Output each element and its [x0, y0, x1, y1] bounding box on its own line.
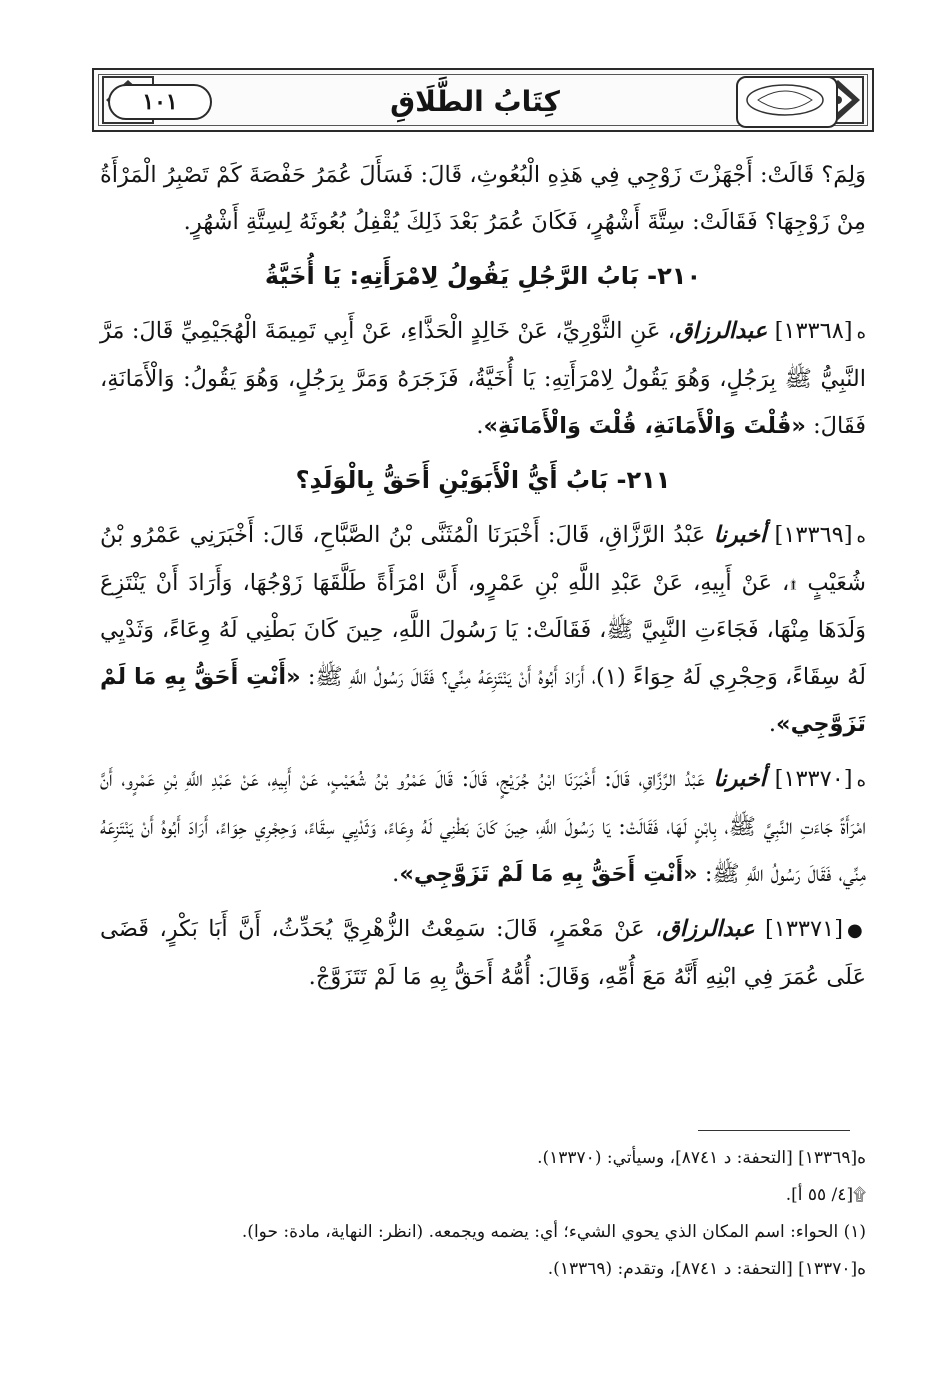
seal-ornament — [738, 78, 832, 122]
hadith-13369 — [100, 512, 866, 748]
footnote-item: ۩[٤/ ٥٥ أ]. — [785, 1185, 866, 1205]
hadith-text: عَبْدُ الرَّزَّاقِ، قَالَ: أَخْبَرَنَا ابْنُ جُرَيْجٍ، قَالَ: قَالَ عَمْرُو بْنُ شُعَيْبٍ، عَنْ أَبِيهِ، عَنْ عَبْدِ اللَّهِ بْنِ عَمْرٍو، أَنَّ امْرَأَةً جَاءَتِ النَّبِيَّ ﷺ، بِابْنٍ لَهَا، فَقَالَتْ: يَا رَسُولَ اللَّهِ، حِينَ كَانَ بَطْنِي لَهُ وِعَاءً، وَثَدْيِي سِقَاءً، وَحِجْرِي حِوَاءً، أَرَادَ أَبُوهُ أَنْ يَنْتَزِعَهُ مِنِّي، فَقَالَ رَسُولُ اللَّهِ ﷺ: — [100, 766, 866, 887]
narrator: عبدالرزاق — [662, 916, 755, 942]
narrator: أخبرنا — [713, 522, 767, 548]
footnote-item: ە[١٣٣٦٩] [التحفة: د ٨٧٤١]، وسيأتي: (١٣٣٧٠). — [537, 1148, 866, 1168]
hadith-end: . — [476, 413, 484, 439]
hadith-end: . — [768, 711, 777, 737]
chapter-heading-210: ٢١٠- بَابُ الرَّجُلِ يَقُولُ لِامْرَأَتِهِ: يَا أُخَيَّةُ — [264, 262, 702, 290]
prophet-saying: «أَنْتِ أَحَقُّ بِهِ مَا لَمْ تَزَوَّجِي» — [399, 861, 698, 887]
hadith-text: عَبْدُ الرَّزَّاقِ، قَالَ: أَخْبَرَنَا الْمُثَنَّى بْنُ الصَّبَّاحِ، قَالَ: أَخْبَرَنِي عَمْرُو بْنُ شُعَيْبٍ ۩، عَنْ أَبِيهِ، عَنْ عَبْدِ اللَّهِ بْنِ عَمْرٍو، أَنَّ امْرَأَةً طَلَّقَهَا زَوْجُهَا، وَأَرَادَ أَنْ يَنْتَزِعَ وَلَدَهَا مِنْهَا، فَجَاءَتِ النَّبِيَّ ﷺ، فَقَالَتْ: يَا رَسُولَ اللَّهِ، حِينَ كَانَ بَطْنِي لَهُ وِعَاءً، وَثَدْيِي لَهُ سِقَاءً، وَحِجْرِي لَهُ حِوَاءً (١)، أَرَادَ أَبُوهُ أَنْ يَنْتَزِعَهُ مِنِّي؟ فَقَالَ رَسُولُ اللَّهِ ﷺ: — [100, 522, 866, 690]
hadith-marker: ● — [846, 920, 866, 941]
narrator: أخبرنا — [713, 766, 766, 792]
prophet-saying: «أَنْتِ أَحَقُّ بِهِ مَا لَمْ تَزَوَّجِي» — [100, 664, 866, 737]
hadith-number: [١٣٣٧٠] — [774, 766, 853, 792]
hadith-13370 — [100, 756, 866, 898]
hadith-end: . — [392, 861, 400, 887]
main-text — [100, 152, 866, 1009]
hadith-13368 — [100, 308, 866, 450]
footnotes — [120, 1140, 866, 1288]
footnote-item: ە[١٣٣٧٠] [التحفة: د ٨٧٤١]، وتقدم: (١٣٣٦٩). — [547, 1259, 866, 1279]
narrator: عبدالرزاق — [675, 318, 768, 344]
hadith-marker: ە — [856, 322, 867, 343]
hadith-text: ، عَنْ مَعْمَرٍ، قَالَ: سَمِعْتُ الزُّهْرِيَّ يُحَدِّثُ، أَنَّ أَبَا بَكْرٍ، قَضَى عَلَى عُمَرَ فِي ابْنِهِ أَنَّهُ مَعَ أُمِّهِ، وَقَالَ: أُمُّهُ أَحَقُّ بِهِ مَا لَمْ تَتَزَوَّجْ. — [100, 916, 866, 990]
hadith-number: [١٣٣٧١] — [764, 916, 843, 942]
hadith-marker: ە — [856, 770, 867, 791]
page-number: ١٠١ — [108, 84, 212, 120]
hadith-marker: ە — [856, 526, 866, 547]
hadith-text: ، عَنِ الثَّوْرِيِّ، عَنْ خَالِدٍ الْحَذَّاءِ، عَنْ أَبِي تَمِيمَةَ الْهُجَيْمِيِّ قَالَ: مَرَّ النَّبِيُّ ﷺ بِرَجُلٍ، وَهُوَ يَقُولُ لِامْرَأَتِهِ: يَا أُخَيَّةُ، فَزَجَرَهُ وَمَرَّ بِرَجُلٍ، وَهُوَ يَقُولُ: وَالْأَمَانَةِ، فَقَالَ: — [100, 318, 866, 439]
chapter-heading-211: ٢١١- بَابُ أَيُّ الْأَبَوَيْنِ أَحَقُّ بِالْوَلَدِ؟ — [295, 466, 671, 494]
intro-paragraph: وَلِمَ؟ قَالَتْ: أَجْهَزْتَ زَوْجِي فِي هَذِهِ الْبُعُوثِ، قَالَ: فَسَأَلَ عُمَرُ حَفْصَةَ كَمْ تَصْبِرُ الْمَرْأَةُ مِنْ زَوْجِهَا؟ فَقَالَتْ: سِتَّةَ أَشْهُرٍ، فَكَانَ عُمَرُ بَعْدَ ذَلِكَ يُقْفِلُ بُعُوثَهُ لِسِتَّةِ أَشْهُرٍ. — [100, 162, 866, 235]
hadith-13371 — [100, 906, 866, 1001]
hadith-number: [١٣٣٦٨] — [774, 318, 853, 344]
book-title: كِتَابُ الطَّلَاقِ — [390, 85, 560, 118]
book-seal-icon — [736, 76, 838, 128]
prophet-saying: «قُلْتَ وَالْأَمَانَةِ، قُلْتَ وَالْأَمَانَةِ» — [483, 413, 806, 439]
footnote-item: (١) الحواء: اسم المكان الذي يحوي الشيء؛ أي: يضمه ويجمعه. (انظر: النهاية، مادة: حوا). — [241, 1222, 866, 1242]
hadith-number: [١٣٣٦٩] — [774, 522, 853, 548]
footnote-divider — [698, 1130, 850, 1131]
